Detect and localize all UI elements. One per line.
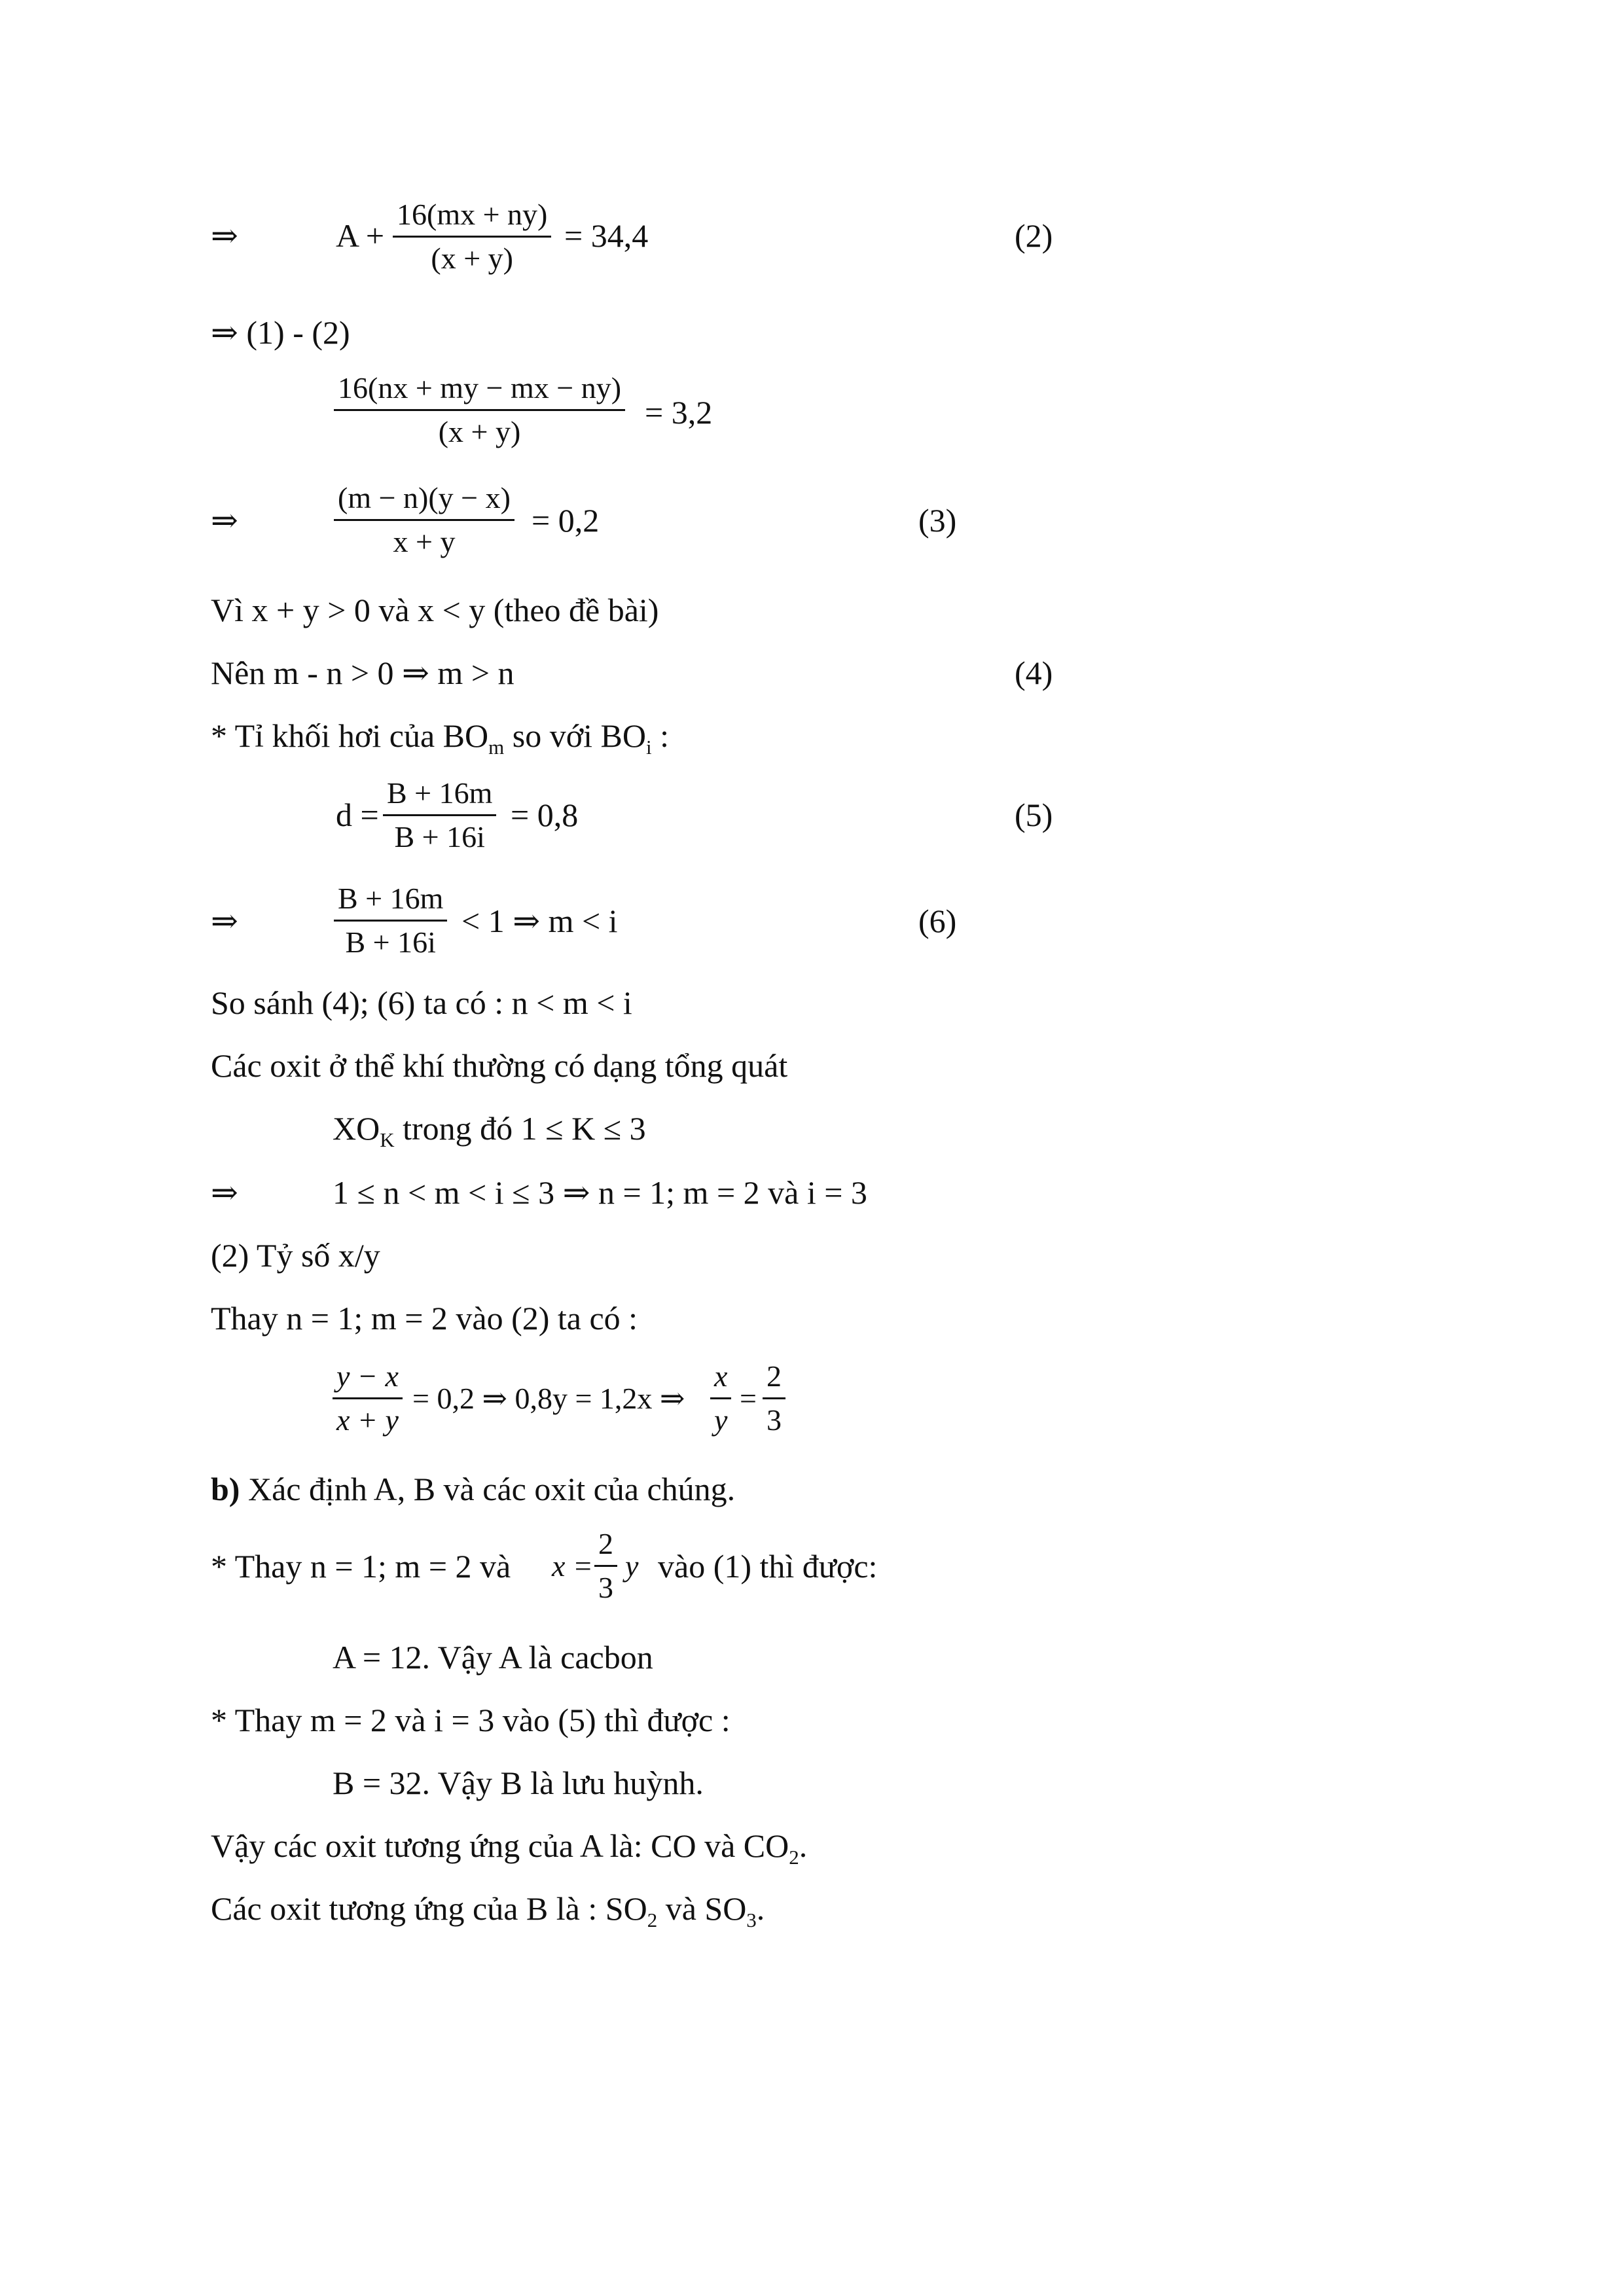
eq-xy-den1: x + y — [336, 1403, 399, 1437]
eq5-numerator: B + 16m — [387, 776, 493, 810]
implies-arrow: ⇒ — [211, 502, 238, 539]
eq6-numerator: B + 16m — [338, 882, 444, 915]
eq5-rhs: = 0,8 — [511, 797, 579, 833]
line-B-result: B = 32. Vậy B là lưu huỳnh. — [333, 1765, 704, 1801]
ratio-sub-m: m — [488, 735, 505, 759]
oxB-sub1: 2 — [647, 1908, 658, 1931]
eq-xy-num3: 2 — [767, 1359, 782, 1393]
fraction-bar — [710, 1397, 731, 1399]
eq-xy-den2: y — [714, 1403, 728, 1437]
fraction-bar — [594, 1565, 617, 1567]
line-substitute-1-y: y — [625, 1549, 639, 1583]
oxA-pre: Vậy các oxit tương ứng của A là: CO và CO — [211, 1827, 789, 1864]
eq2-numerator: 16(mx + ny) — [397, 198, 548, 231]
eq2-prefix: A + — [336, 217, 385, 254]
form-post: trong đó 1 ≤ K ≤ 3 — [394, 1110, 646, 1147]
eq5-prefix: d = — [336, 797, 379, 833]
eq-xy-fraction-2 — [710, 1358, 731, 1439]
eq5-denominator: B + 16i — [394, 820, 485, 853]
line-since: Vì x + y > 0 và x < y (theo đề bài) — [211, 592, 659, 628]
line-compare: So sánh (4); (6) ta có : n < m < i — [211, 984, 632, 1021]
eq5-label: (5) — [1015, 797, 1053, 833]
implies-arrow: ⇒ — [211, 217, 238, 254]
eq-diff-numerator: 16(nx + my − mx − ny) — [338, 371, 622, 404]
oxB-sub2: 3 — [746, 1908, 757, 1931]
line-substitute-1-post: vào (1) thì được: — [658, 1548, 878, 1585]
two-thirds-den: 3 — [598, 1571, 613, 1604]
fraction-bar — [334, 920, 447, 922]
oxA-post: . — [799, 1827, 808, 1864]
ratio-mid: so với BO — [504, 717, 646, 754]
fraction-bar — [763, 1397, 785, 1399]
eq-xy-num2: x — [714, 1359, 728, 1393]
line-substitute-5: * Thay m = 2 và i = 3 vào (5) thì được : — [211, 1702, 731, 1738]
line-substitute-2: Thay n = 1; m = 2 vào (2) ta có : — [211, 1300, 638, 1336]
line-gas-oxides: Các oxit ở thể khí thường có dạng tổng quát — [211, 1047, 788, 1084]
eq-xy-fraction-1 — [333, 1358, 403, 1439]
fraction-bar — [393, 236, 551, 238]
section-b-heading — [211, 1469, 735, 1509]
eq2-label: (2) — [1015, 217, 1053, 254]
eq-xy-num1: y − x — [336, 1359, 399, 1393]
oxA-sub: 2 — [789, 1845, 799, 1869]
eq-diff-rhs: = 3,2 — [645, 394, 713, 431]
eq6-fraction — [334, 880, 447, 961]
eq3-fraction — [334, 480, 514, 560]
eq3-rhs: = 0,2 — [532, 502, 600, 539]
eq6-denominator: B + 16i — [345, 925, 436, 959]
line-subtract: ⇒ (1) - (2) — [211, 314, 350, 351]
line-oxides-A — [211, 1826, 808, 1869]
eq3-numerator: (m − n)(y − x) — [338, 481, 511, 514]
eq3-denominator: x + y — [393, 525, 456, 558]
ratio-post: : — [651, 717, 670, 754]
eq2-rhs: = 34,4 — [564, 217, 649, 254]
line-4-label: (4) — [1015, 655, 1053, 691]
two-thirds-fraction — [594, 1526, 617, 1606]
line-oxides-B — [211, 1889, 765, 1931]
fraction-bar — [334, 409, 625, 411]
oxB-pre: Các oxit tương ứng của B là : SO — [211, 1890, 647, 1927]
eq-diff-denominator: (x + y) — [438, 415, 521, 448]
section-b-text: Xác định A, B và các oxit của chúng. — [240, 1471, 736, 1507]
eq-diff-fraction — [334, 370, 625, 450]
line-result: 1 ≤ n < m < i ≤ 3 ⇒ n = 1; m = 2 và i = 3 — [333, 1174, 867, 1211]
eq5-fraction — [383, 775, 496, 855]
line-general-form — [333, 1109, 646, 1151]
form-pre: XO — [333, 1110, 380, 1147]
line-ratio-title: (2) Tỷ số x/y — [211, 1237, 380, 1274]
eq-xy-equals: = — [740, 1382, 757, 1415]
fraction-bar — [334, 519, 514, 521]
eq2-fraction — [393, 196, 551, 277]
eq-xy-fraction-3 — [763, 1358, 785, 1439]
line-substitute-1-xeq: x = — [552, 1549, 593, 1583]
eq2-denominator: (x + y) — [431, 242, 513, 275]
eq-xy-den3: 3 — [767, 1403, 782, 1437]
line-ratio-heading — [211, 716, 670, 759]
oxB-mid: và SO — [657, 1890, 747, 1927]
implies-arrow: ⇒ — [211, 1174, 238, 1211]
two-thirds-num: 2 — [598, 1527, 613, 1560]
section-b-label: b) — [211, 1471, 240, 1507]
implies-arrow: ⇒ — [211, 903, 238, 939]
ratio-pre: * Tỉ khối hơi của BO — [211, 717, 489, 754]
fraction-bar — [333, 1397, 403, 1399]
ratio-sub-i: i — [645, 735, 652, 759]
eq3-label: (3) — [918, 502, 957, 539]
line-A-result: A = 12. Vậy A là cacbon — [333, 1639, 653, 1676]
line-4: Nên m - n > 0 ⇒ m > n — [211, 655, 514, 691]
eq6-rhs: < 1 ⇒ m < i — [461, 903, 618, 939]
line-substitute-1-pre: * Thay n = 1; m = 2 và — [211, 1548, 511, 1585]
oxB-post: . — [756, 1890, 765, 1927]
eq-xy-middle: = 0,2 ⇒ 0,8y = 1,2x ⇒ — [412, 1382, 685, 1415]
fraction-bar — [383, 814, 496, 816]
form-sub-k: K — [380, 1128, 395, 1151]
eq6-label: (6) — [918, 903, 957, 939]
